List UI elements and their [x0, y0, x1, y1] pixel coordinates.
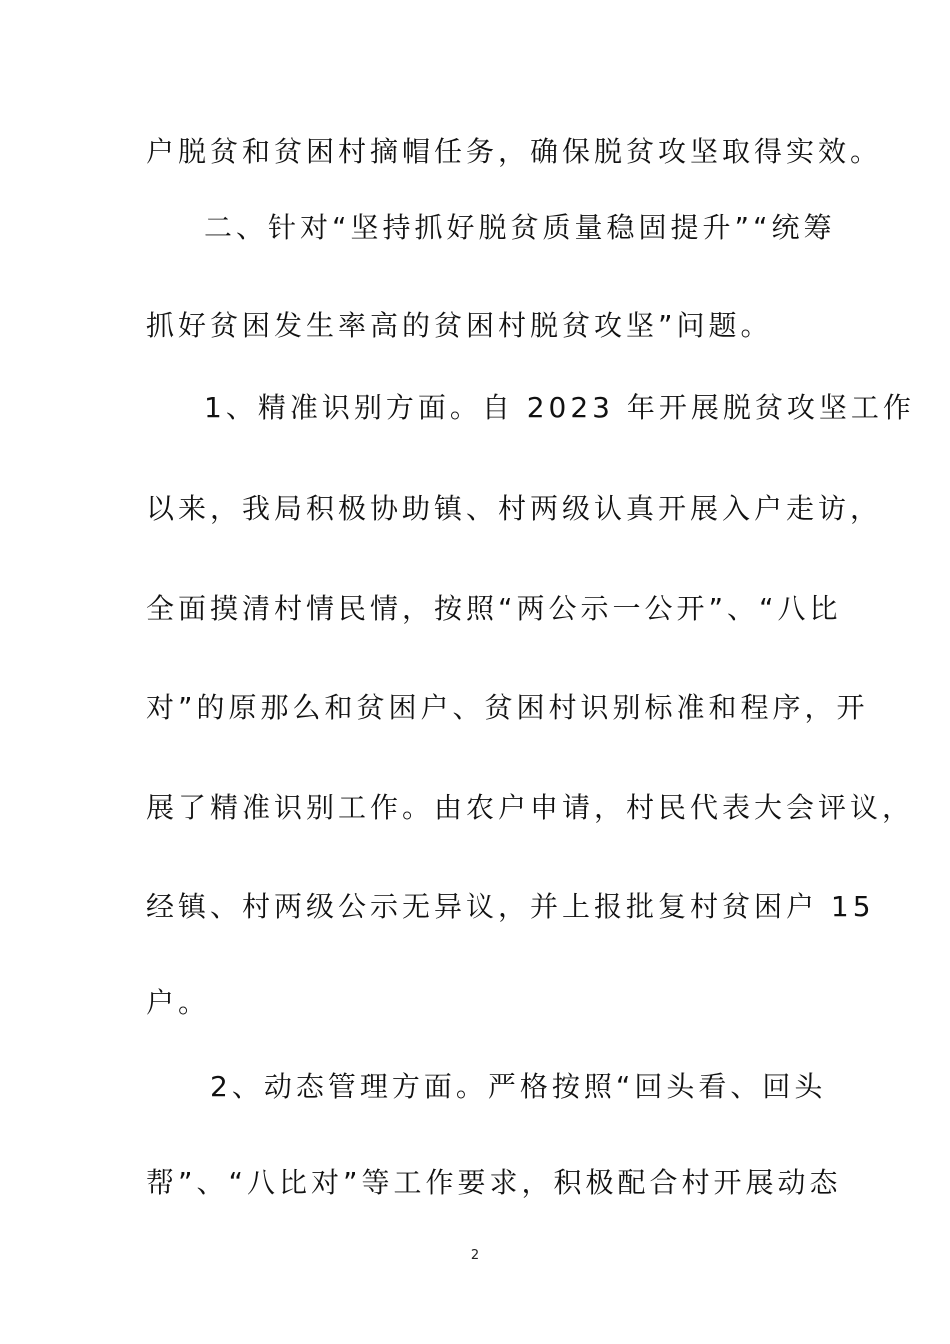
text-line: 户。	[146, 986, 211, 1019]
text-line: 全面摸清村情民情，按照“两公示一公开”、“八比	[146, 592, 842, 625]
text-line: 以来，我局积极协助镇、村两级认真开展入户走访，	[146, 492, 883, 525]
text-line: 帮”、“八比对”等工作要求，积极配合村开展动态	[146, 1166, 842, 1199]
paragraph-start: 1、精准识别方面。自 2023 年开展脱贫攻坚工作	[204, 391, 915, 424]
text-line: 对”的原那么和贫困户、贫困村识别标准和程序，开	[146, 691, 869, 724]
text-line: 展了精准识别工作。由农户申请，村民代表大会评议，	[146, 791, 915, 824]
text-line: 抓好贫困发生率高的贫困村脱贫攻坚”问题。	[146, 309, 773, 342]
paragraph-start: 2、动态管理方面。严格按照“回头看、回头	[210, 1070, 827, 1103]
section-heading: 二、针对“坚持抓好脱贫质量稳固提升”“统筹	[204, 211, 836, 244]
page-number: 2	[470, 1248, 480, 1263]
text-line: 户脱贫和贫困村摘帽任务，确保脱贫攻坚取得实效。	[146, 135, 883, 168]
text-line: 经镇、村两级公示无异议，并上报批复村贫困户 15	[146, 890, 875, 923]
